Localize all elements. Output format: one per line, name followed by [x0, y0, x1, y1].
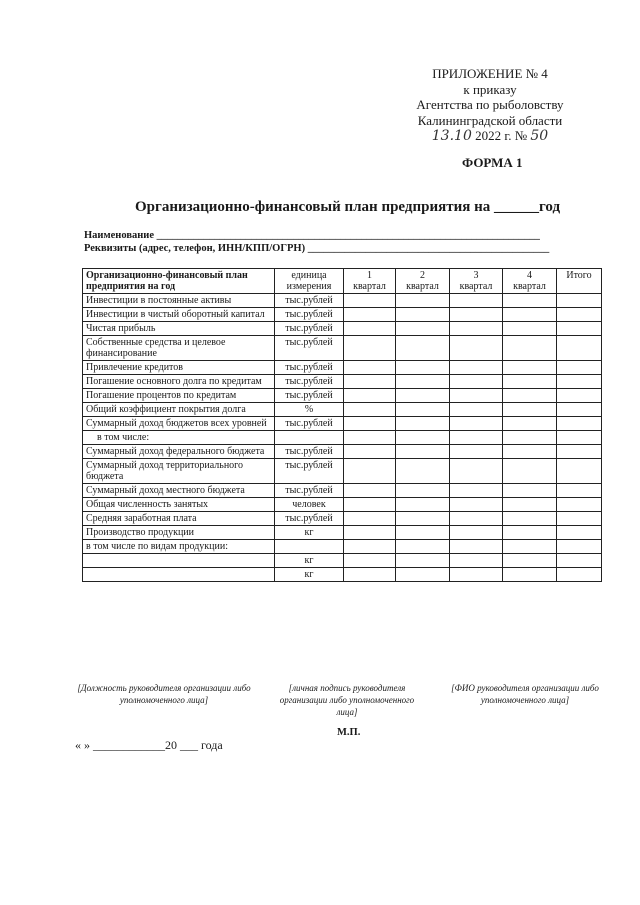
row-cell-q3 — [450, 308, 503, 322]
row-cell-q2 — [396, 417, 450, 431]
row-cell-total — [557, 336, 602, 361]
header-q4-label: квартал — [513, 281, 546, 292]
row-cell-q3 — [450, 512, 503, 526]
header-q2-label: квартал — [406, 281, 439, 292]
row-label: Погашение основного долга по кредитам — [83, 375, 275, 389]
row-cell-total — [557, 540, 602, 554]
row-unit: тыс.рублей — [275, 308, 344, 322]
row-cell-q4 — [503, 498, 557, 512]
row-cell-q3 — [450, 459, 503, 484]
row-cell-q1 — [344, 389, 396, 403]
row-unit: тыс.рублей — [275, 322, 344, 336]
header-q3 — [450, 269, 503, 294]
row-unit — [275, 540, 344, 554]
table-row — [83, 389, 602, 403]
row-cell-q2 — [396, 526, 450, 540]
row-label — [83, 568, 275, 582]
form-label: ФОРМА 1 — [462, 155, 523, 170]
date-line: « » ____________20 ___ года — [75, 738, 223, 752]
handwritten-date: 13.10 — [431, 128, 472, 144]
table-row — [83, 568, 602, 582]
row-unit: тыс.рублей — [275, 294, 344, 308]
table-row — [83, 498, 602, 512]
row-cell-q4 — [503, 431, 557, 445]
row-cell-q2 — [396, 459, 450, 484]
year-text: 2022 г. № — [475, 128, 528, 143]
plan-table — [82, 268, 602, 582]
row-cell-q1 — [344, 431, 396, 445]
table-row — [83, 361, 602, 375]
row-cell-q4 — [503, 294, 557, 308]
row-cell-q2 — [396, 294, 450, 308]
table-row — [83, 336, 602, 361]
signature-fio-caption: [ФИО руководителя организации либо уполномоченного лица] — [451, 683, 599, 705]
row-label: Суммарный доход местного бюджета — [83, 484, 275, 498]
row-cell-total — [557, 294, 602, 308]
row-cell-q4 — [503, 336, 557, 361]
row-cell-total — [557, 554, 602, 568]
row-cell-total — [557, 375, 602, 389]
row-cell-q4 — [503, 526, 557, 540]
signature-sign-caption: [личная подпись руководителя организации либо уполномоченного лица] — [279, 683, 415, 717]
row-label: в том числе по видам продукции: — [83, 540, 275, 554]
row-cell-total — [557, 389, 602, 403]
row-cell-q2 — [396, 484, 450, 498]
appendix-agency: Агентства по рыболовству — [416, 97, 564, 112]
row-unit: тыс.рублей — [275, 375, 344, 389]
header-q3-label: квартал — [459, 281, 493, 292]
row-cell-q3 — [450, 375, 503, 389]
row-cell-q2 — [396, 322, 450, 336]
header-q4-num: 4 — [527, 270, 532, 281]
row-cell-q4 — [503, 389, 557, 403]
row-cell-q2 — [396, 540, 450, 554]
row-cell-q1 — [344, 498, 396, 512]
row-cell-q1 — [344, 294, 396, 308]
row-cell-total — [557, 361, 602, 375]
table-row — [83, 540, 602, 554]
row-cell-q4 — [503, 568, 557, 582]
row-cell-q1 — [344, 417, 396, 431]
document-title: Организационно-финансовый план предприятия на ______год — [135, 199, 561, 215]
row-unit: тыс.рублей — [275, 512, 344, 526]
row-cell-q3 — [450, 294, 503, 308]
row-cell-total — [557, 417, 602, 431]
row-cell-q4 — [503, 322, 557, 336]
table-row — [83, 417, 602, 431]
row-cell-q4 — [503, 459, 557, 484]
row-cell-q3 — [450, 417, 503, 431]
table-row — [83, 526, 602, 540]
appendix-order-ref: к приказу — [463, 81, 517, 97]
row-cell-q4 — [503, 554, 557, 568]
row-unit: человек — [275, 498, 344, 512]
row-cell-q3 — [450, 484, 503, 498]
row-unit: % — [275, 403, 344, 417]
row-cell-q3 — [450, 361, 503, 375]
row-cell-q1 — [344, 361, 396, 375]
row-cell-q1 — [344, 526, 396, 540]
row-label: Суммарный доход федерального бюджета — [83, 445, 275, 459]
row-cell-q1 — [344, 484, 396, 498]
table-row — [83, 403, 602, 417]
table-row — [83, 512, 602, 526]
signature-position-caption: [Должность руководителя организации либо уполномоченного лица] — [77, 683, 251, 705]
table-row — [83, 445, 602, 459]
row-cell-q3 — [450, 445, 503, 459]
row-unit: тыс.рублей — [275, 336, 344, 361]
row-cell-q2 — [396, 498, 450, 512]
row-cell-q2 — [396, 308, 450, 322]
row-label: Привлечение кредитов — [83, 361, 275, 375]
row-label: Производство продукции — [83, 526, 275, 540]
row-label: Суммарный доход бюджетов всех уровней — [83, 417, 275, 431]
row-cell-q2 — [396, 361, 450, 375]
row-unit — [275, 431, 344, 445]
row-cell-q2 — [396, 431, 450, 445]
row-label — [83, 554, 275, 568]
row-cell-q1 — [344, 308, 396, 322]
plan-table-body — [83, 294, 602, 582]
row-cell-q1 — [344, 403, 396, 417]
handwritten-number: 50 — [530, 128, 549, 144]
header-unit: единица измерения — [275, 269, 344, 294]
row-cell-total — [557, 526, 602, 540]
row-cell-q4 — [503, 512, 557, 526]
header-q2 — [396, 269, 450, 294]
row-cell-q1 — [344, 375, 396, 389]
row-unit: тыс.рублей — [275, 389, 344, 403]
row-cell-total — [557, 431, 602, 445]
row-cell-q1 — [344, 336, 396, 361]
row-label: Суммарный доход территориального бюджета — [83, 459, 275, 484]
row-cell-q1 — [344, 554, 396, 568]
row-label: Средняя заработная плата — [83, 512, 275, 526]
row-unit: тыс.рублей — [275, 459, 344, 484]
row-cell-q2 — [396, 375, 450, 389]
requisites-line: Реквизиты (адрес, телефон, ИНН/КПП/ОГРН) ______________________________________________ — [84, 243, 550, 254]
row-cell-q3 — [450, 554, 503, 568]
row-cell-q1 — [344, 568, 396, 582]
row-cell-total — [557, 445, 602, 459]
row-cell-q2 — [396, 554, 450, 568]
row-cell-q4 — [503, 375, 557, 389]
row-cell-q3 — [450, 322, 503, 336]
header-plan: Организационно-финансовый план предприятия на год — [83, 269, 275, 294]
row-cell-q3 — [450, 526, 503, 540]
header-total: Итого — [557, 269, 602, 294]
table-row — [83, 322, 602, 336]
row-cell-total — [557, 308, 602, 322]
row-cell-q4 — [503, 403, 557, 417]
name-line: Наименование _________________________________________________________________________ — [84, 230, 540, 241]
row-cell-q4 — [503, 484, 557, 498]
row-label: Инвестиции в чистый оборотный капитал — [83, 308, 275, 322]
row-cell-total — [557, 322, 602, 336]
header-q1-label: квартал — [353, 281, 386, 292]
header-q3-num: 3 — [473, 270, 479, 281]
row-unit: кг — [275, 568, 344, 582]
row-unit: кг — [275, 554, 344, 568]
row-unit: тыс.рублей — [275, 417, 344, 431]
row-unit: тыс.рублей — [275, 361, 344, 375]
header-q1 — [344, 269, 396, 294]
row-unit: тыс.рублей — [275, 445, 344, 459]
row-cell-q1 — [344, 322, 396, 336]
row-cell-total — [557, 568, 602, 582]
row-cell-q4 — [503, 308, 557, 322]
row-cell-q2 — [396, 512, 450, 526]
row-cell-q4 — [503, 445, 557, 459]
appendix-title: ПРИЛОЖЕНИЕ № 4 — [432, 66, 548, 81]
row-cell-q4 — [503, 540, 557, 554]
row-cell-total — [557, 403, 602, 417]
row-label: Инвестиции в постоянные активы — [83, 294, 275, 308]
row-cell-q1 — [344, 459, 396, 484]
table-row — [83, 459, 602, 484]
row-cell-q2 — [396, 445, 450, 459]
row-cell-total — [557, 512, 602, 526]
appendix-header — [390, 66, 590, 145]
row-unit: кг — [275, 526, 344, 540]
table-row — [83, 554, 602, 568]
table-row — [83, 308, 602, 322]
row-cell-q3 — [450, 431, 503, 445]
row-cell-q3 — [450, 403, 503, 417]
row-cell-q2 — [396, 403, 450, 417]
header-q1-num: 1 — [367, 270, 372, 281]
appendix-date-line — [390, 128, 590, 145]
row-cell-q2 — [396, 336, 450, 361]
row-cell-q1 — [344, 540, 396, 554]
table-row — [83, 431, 602, 445]
header-q2-num: 2 — [420, 270, 425, 281]
row-cell-q1 — [344, 512, 396, 526]
table-header-row — [83, 269, 602, 294]
row-cell-q2 — [396, 568, 450, 582]
row-cell-q3 — [450, 498, 503, 512]
table-row — [83, 294, 602, 308]
row-label: в том числе: — [83, 431, 275, 445]
row-cell-q4 — [503, 361, 557, 375]
row-label: Общий коэффициент покрытия долга — [83, 403, 275, 417]
row-cell-q1 — [344, 445, 396, 459]
row-cell-total — [557, 498, 602, 512]
row-label: Погашение процентов по кредитам — [83, 389, 275, 403]
row-label: Собственные средства и целевое финансирование — [83, 336, 275, 361]
row-cell-total — [557, 484, 602, 498]
row-cell-q3 — [450, 540, 503, 554]
stamp-label: М.П. — [337, 727, 361, 738]
header-q4 — [503, 269, 557, 294]
row-cell-q3 — [450, 336, 503, 361]
row-unit: тыс.рублей — [275, 484, 344, 498]
row-cell-q3 — [450, 568, 503, 582]
table-row — [83, 484, 602, 498]
row-cell-q2 — [396, 389, 450, 403]
row-cell-q3 — [450, 389, 503, 403]
table-row — [83, 375, 602, 389]
row-cell-total — [557, 459, 602, 484]
row-label: Общая численность занятых — [83, 498, 275, 512]
row-label: Чистая прибыль — [83, 322, 275, 336]
appendix-region: Калининградской области — [417, 112, 563, 128]
row-cell-q4 — [503, 417, 557, 431]
